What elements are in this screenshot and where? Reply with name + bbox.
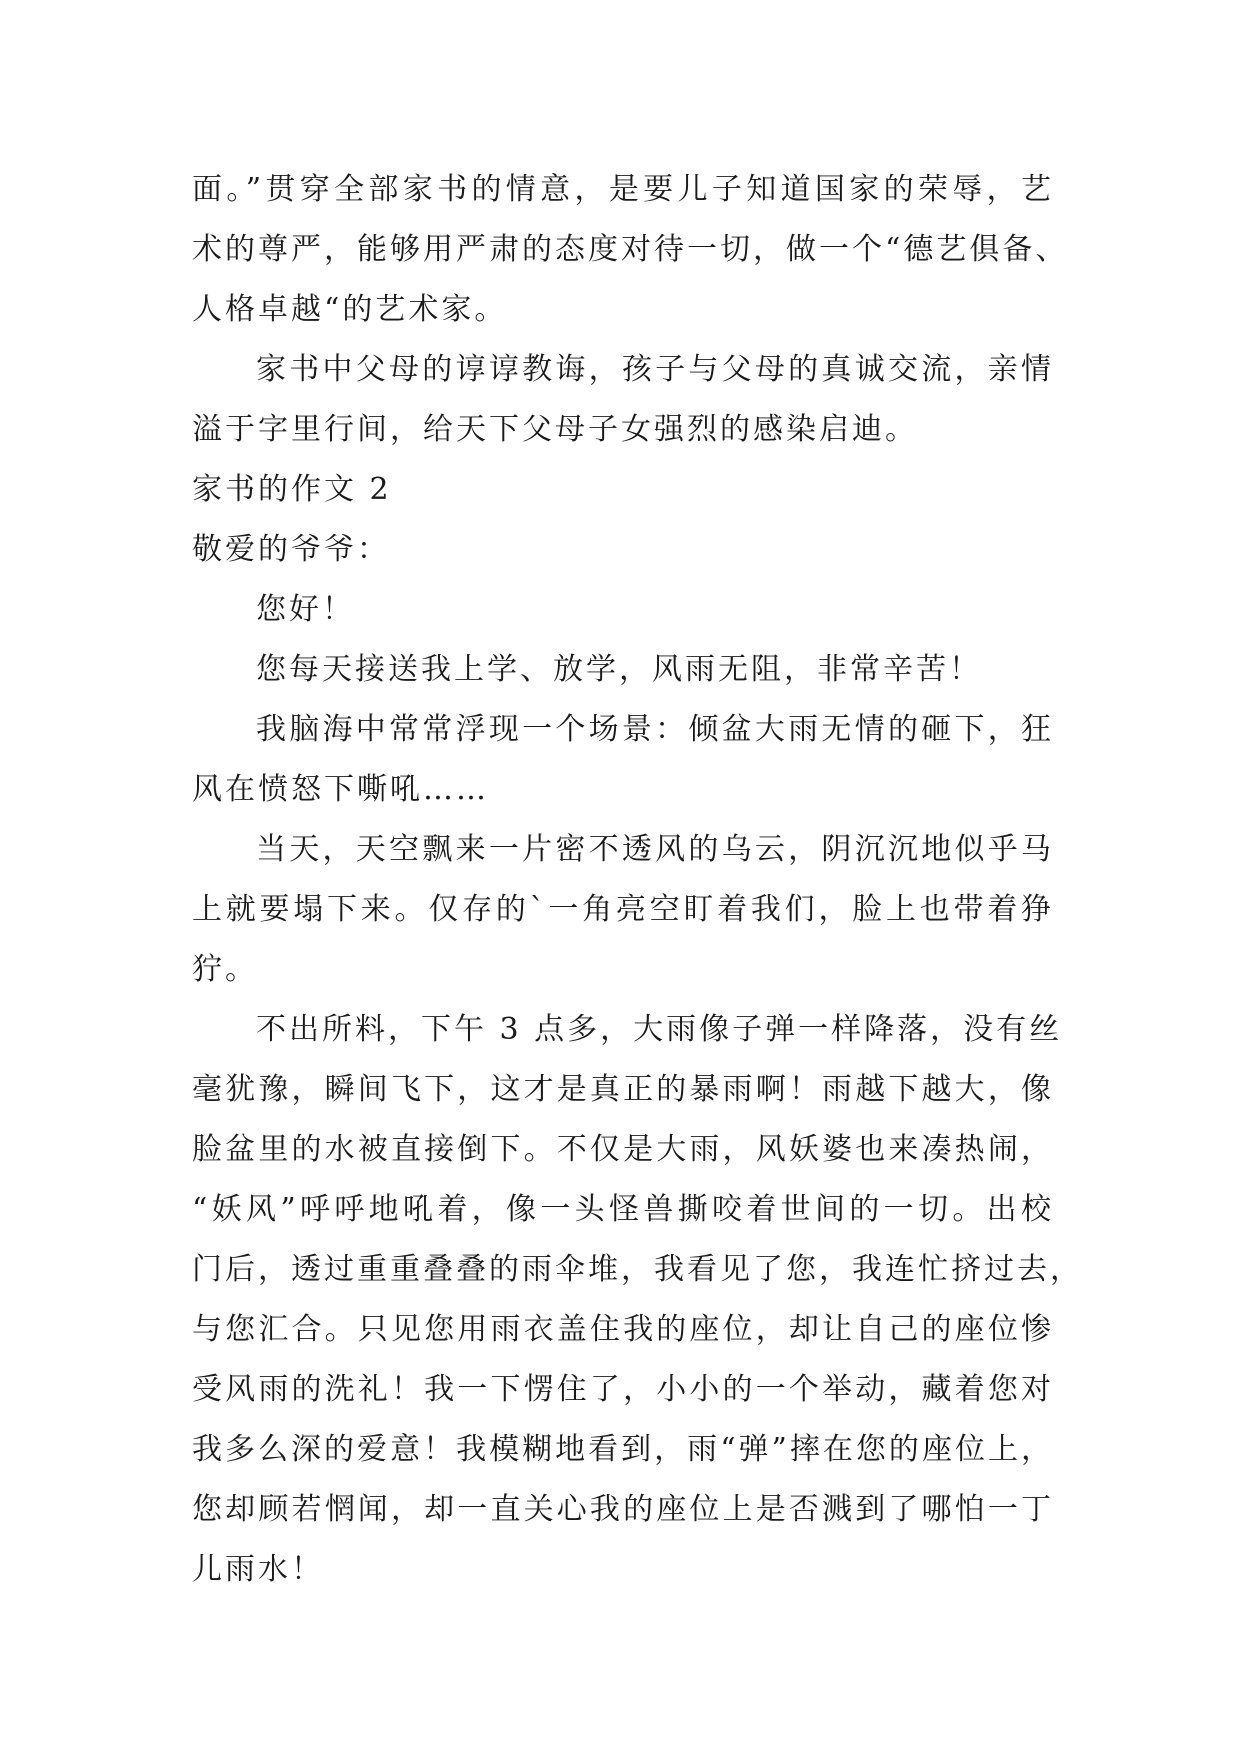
text-line: 我多么深的爱意！我模糊地看到，雨“弹”摔在您的座位上， (192, 1432, 1054, 1467)
text-line: 上就要塌下来。仅存的`一角亮空盯着我们，脸上也带着狰 (192, 892, 1054, 927)
text-line: 术的尊严，能够用严肃的态度对待一切，做一个“德艺俱备、 (192, 232, 1069, 267)
body-text (192, 160, 1083, 1600)
text-line: 您每天接送我上学、放学，风雨无阻，非常辛苦！ (256, 652, 982, 687)
text-line: 您却顾若惘闻，却一直关心我的座位上是否溅到了哪怕一丁 (192, 1492, 1054, 1527)
text-line: 敬爱的爷爷： (192, 532, 390, 567)
text-line: 家书的作文 2 (192, 472, 392, 507)
text-line: 狞。 (192, 952, 258, 987)
text-line: 溢于字里行间，给天下父母子女强烈的感染启迪。 (192, 412, 918, 447)
text-line: 我脑海中常常浮现一个场景：倾盆大雨无情的砸下，狂 (256, 712, 1054, 747)
text-line: 面。”贯穿全部家书的情意，是要儿子知道国家的荣辱，艺 (192, 172, 1054, 207)
text-line: 脸盆里的水被直接倒下。不仅是大雨，风妖婆也来凑热闹， (192, 1132, 1054, 1167)
text-line: “妖风”呼呼地吼着，像一头怪兽撕咬着世间的一切。出校 (192, 1192, 1054, 1227)
text-line: 毫犹豫，瞬间飞下，这才是真正的暴雨啊！雨越下越大，像 (192, 1072, 1054, 1107)
text-line: 儿雨水！ (192, 1552, 324, 1587)
text-line: 受风雨的洗礼！我一下愣住了，小小的一个举动，藏着您对 (192, 1372, 1054, 1407)
text-line: 不出所料，下午 3 点多，大雨像子弹一样降落，没有丝 (256, 1012, 1063, 1047)
text-line: 人格卓越“的艺术家。 (192, 292, 508, 327)
text-line: 您好！ (256, 592, 355, 627)
text-line: 家书中父母的谆谆教诲，孩子与父母的真诚交流，亲情 (256, 352, 1054, 387)
text-line: 与您汇合。只见您用雨衣盖住我的座位，却让自己的座位惨 (192, 1312, 1054, 1347)
text-line: 门后，透过重重叠叠的雨伞堆，我看见了您，我连忙挤过去， (192, 1252, 1083, 1287)
text-line: 风在愤怒下嘶吼…… (192, 772, 489, 807)
text-line: 当天，天空飘来一片密不透风的乌云，阴沉沉地似乎马 (256, 832, 1054, 867)
